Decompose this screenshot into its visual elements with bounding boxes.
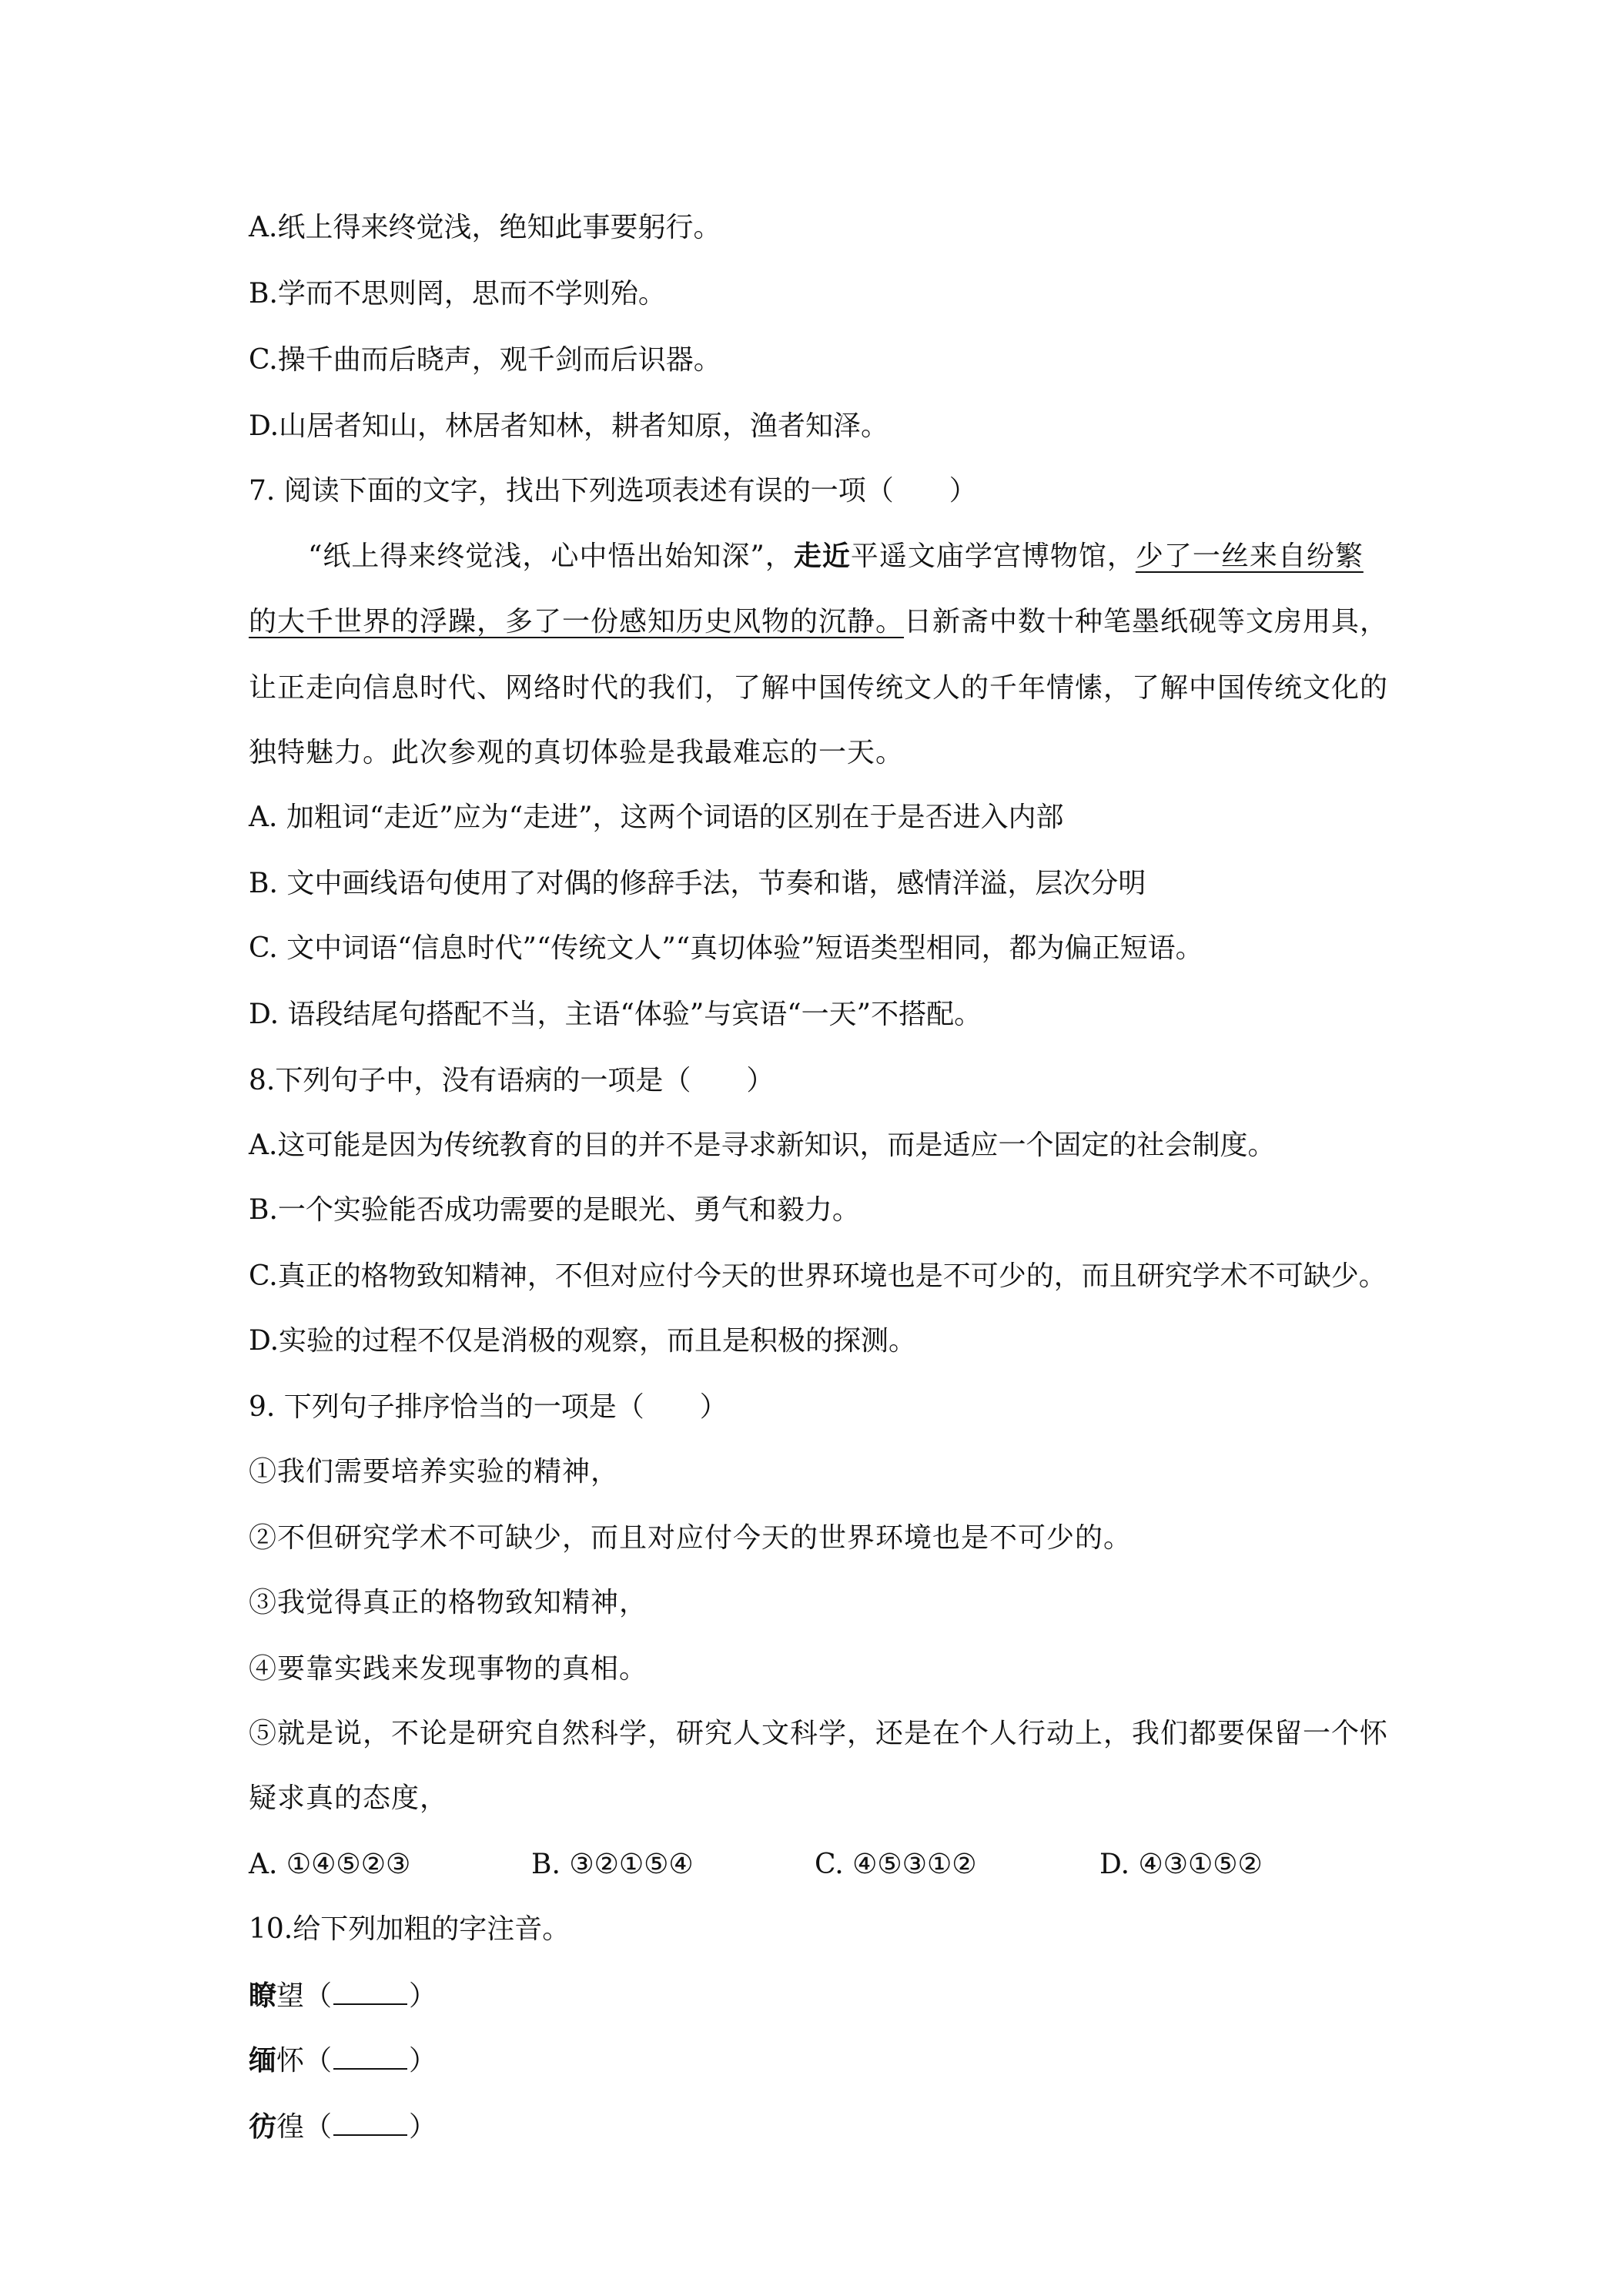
q10-item-2-open-paren: （	[304, 2045, 333, 2077]
q10-item-1-open-paren: （	[304, 1980, 333, 2012]
q9-option-b: B. ③②①⑤④	[531, 1849, 694, 1880]
q8-option-c: C.真正的格物致知精神，不但对应付今天的世界环境也是不可少的，而且研究学术不可缺少。	[249, 1260, 1387, 1292]
q10-item-1-answer-blank[interactable]	[333, 1980, 407, 2005]
q10-item-2-rest: 怀	[276, 2045, 305, 2077]
q9-item-3: ③我觉得真正的格物致知精神，	[249, 1587, 648, 1618]
q10-item-2-bold-char: 缅	[249, 2044, 277, 2077]
q10-item-2-close-paren: ）	[409, 2045, 437, 2077]
q10-item-3-close-paren: ）	[409, 2111, 437, 2143]
q7-option-c: C. 文中词语“信息时代”“传统文人”“真切体验”短语类型相同，都为偏正短语。	[249, 932, 1203, 964]
q9-option-d: D. ④③①⑤②	[1099, 1849, 1263, 1880]
q9-option-a: A. ①④⑤②③	[249, 1849, 411, 1880]
q6-option-d: D.山居者知山，林居者知林，耕者知原，渔者知泽。	[249, 410, 889, 442]
q10-item-3-rest: 徨	[276, 2111, 305, 2143]
q9-option-c: C. ④⑤③①②	[815, 1849, 977, 1880]
q6-option-a: A.纸上得来终觉浅，绝知此事要躬行。	[249, 212, 721, 243]
q10-item-3-open-paren: （	[304, 2111, 333, 2143]
q10-item-1-bold-char: 瞭	[249, 1980, 277, 2012]
q7-option-d: D. 语段结尾句搭配不当，主语“体验”与宾语“一天”不搭配。	[249, 999, 982, 1030]
q10-stem: 10.给下列加粗的字注音。	[249, 1913, 571, 1945]
q10-item-1-close-paren: ）	[409, 1980, 437, 2012]
q7-passage-mid: 平遥文庙学宫博物馆，	[850, 541, 1136, 572]
q6-option-c: C.操千曲而后晓声，观千剑而后识器。	[249, 344, 721, 376]
q7-passage-line-3: 让正走向信息时代、网络时代的我们，了解中国传统文人的千年情愫，了解中国传统文化的	[249, 672, 1389, 704]
q10-item-3-bold-char: 彷	[249, 2110, 277, 2143]
q10-item-3-answer-blank[interactable]	[333, 2111, 407, 2136]
q7-stem: 7. 阅读下面的文字，找出下列选项表述有误的一项（ ）	[249, 475, 977, 507]
q9-item-1: ①我们需要培养实验的精神，	[249, 1456, 620, 1488]
q10-item-2-answer-blank[interactable]	[333, 2045, 407, 2070]
q6-option-b: B.学而不思则罔，思而不学则殆。	[249, 278, 666, 310]
q8-option-b: B.一个实验能否成功需要的是眼光、勇气和毅力。	[249, 1194, 860, 1226]
q7-bold-word: 走近	[793, 540, 851, 572]
q9-item-2: ②不但研究学术不可缺少，而且对应付今天的世界环境也是不可少的。	[249, 1522, 1133, 1554]
q10-item-2	[249, 2042, 437, 2080]
q7-passage-lead: “纸上得来终觉浅，心中悟出始知深”，	[308, 541, 794, 572]
q9-item-5-line-2: 疑求真的态度，	[249, 1782, 449, 1814]
q7-underlined-sentence-part-2: 的大千世界的浮躁，多了一份感知历史风物的沉静。	[249, 606, 905, 638]
q7-option-b: B. 文中画线语句使用了对偶的修辞手法，节奏和谐，感情洋溢，层次分明	[249, 868, 1146, 899]
q7-passage-line-4: 独特魅力。此次参观的真切体验是我最难忘的一天。	[249, 737, 905, 768]
q8-stem: 8.下列句子中，没有语病的一项是（ ）	[249, 1065, 775, 1096]
q7-passage-tail: 日新斋中数十种笔墨纸砚等文房用具，	[904, 606, 1389, 638]
q10-item-1-rest: 望	[276, 1980, 305, 2012]
q7-passage-line-1	[308, 537, 1364, 575]
q7-passage-line-2	[249, 604, 1388, 641]
q8-option-a: A.这可能是因为传统教育的目的并不是寻求新知识，而是适应一个固定的社会制度。	[249, 1130, 1276, 1161]
q7-underlined-sentence-part-1: 少了一丝来自纷繁	[1135, 541, 1364, 572]
q9-stem: 9. 下列句子排序恰当的一项是（ ）	[249, 1391, 728, 1423]
q9-item-5-line-1: ⑤就是说，不论是研究自然科学，研究人文科学，还是在个人行动上，我们都要保留一个怀	[249, 1718, 1389, 1749]
q8-option-d: D.实验的过程不仅是消极的观察，而且是积极的探测。	[249, 1325, 917, 1357]
q9-item-4: ④要靠实践来发现事物的真相。	[249, 1653, 648, 1685]
q10-item-1	[249, 1977, 437, 2015]
q10-item-3	[249, 2108, 437, 2146]
q7-option-a: A. 加粗词“走近”应为“走进”，这两个词语的区别在于是否进入内部	[249, 802, 1064, 833]
